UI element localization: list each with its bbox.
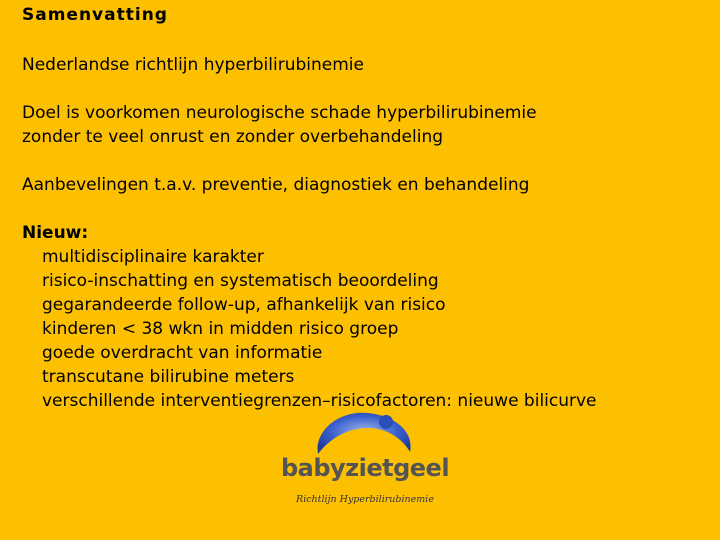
babyzietgeel-logo — [280, 408, 450, 518]
list-item: transcutane bilirubine meters — [42, 367, 295, 387]
list-item: verschillende interventiegrenzen–risicofactoren: nieuwe bilicurve — [42, 391, 597, 411]
list-item: gegarandeerde follow-up, afhankelijk van risico — [42, 295, 446, 315]
new-items-list — [22, 245, 597, 413]
goal-line-2: zonder te veel onrust en zonder overbehandeling — [22, 127, 444, 147]
recommendations-text: Aanbevelingen t.a.v. preventie, diagnostiek en behandeling — [22, 175, 530, 195]
new-heading: Nieuw: — [22, 223, 89, 243]
baby-swirl-icon — [310, 408, 420, 458]
list-item: multidisciplinaire karakter — [42, 247, 264, 267]
goal-line-1: Doel is voorkomen neurologische schade hyperbilirubinemie — [22, 103, 537, 123]
list-item: kinderen < 38 wkn in midden risico groep — [42, 319, 399, 339]
logo-wordmark: babyzietgeel — [280, 454, 450, 482]
guideline-name: Nederlandse richtlijn hyperbilirubinemie — [22, 55, 364, 75]
goal-text — [22, 101, 537, 149]
list-item: risico-inschatting en systematisch beoordeling — [42, 271, 439, 291]
list-item: goede overdracht van informatie — [42, 343, 323, 363]
logo-tagline: Richtlijn Hyperbilirubinemie — [296, 494, 434, 505]
slide-title: Samenvatting — [22, 5, 168, 25]
new-section — [22, 221, 597, 413]
